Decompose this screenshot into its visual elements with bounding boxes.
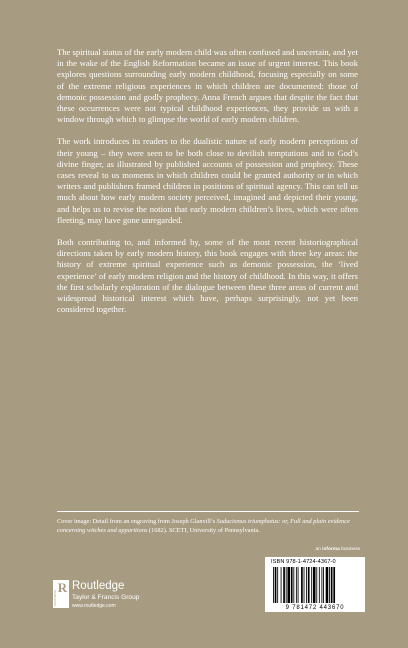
informa-prefix: an xyxy=(315,547,323,552)
barcode-bar xyxy=(308,567,310,603)
isbn-number: ISBN 978-1-4724-4367-0 xyxy=(271,559,336,565)
cover-credit-title: Saducismus triumphatus: or, Full and plain evidence concerning witches and apparitions xyxy=(57,518,350,534)
barcode-bar xyxy=(316,567,317,603)
informa-business-label xyxy=(315,547,360,552)
publisher-logo-block xyxy=(53,580,173,620)
barcode-bar xyxy=(319,567,320,603)
logo-letter: R xyxy=(57,580,68,595)
logo-side-text: ROUTLEDGE xyxy=(54,589,58,606)
barcode-bar xyxy=(326,567,329,603)
description-paragraph-2: The work introduces its readers to the dualistic nature of early modern perceptions of their young – they were seen to be both close to devilish temptations and to God’s divine finger, as illustrated by published accounts of possession and prophecy. These cases reveal to us moments in which children could be granted authority or in which writers and publishers framed children in positions of spiritual agency. This can tell us much about how early modern society perceived, imagined and depicted their young, and helps us to revise the notion that early modern children’s lives, which were often fleeting, may have gone unregarded. xyxy=(57,136,358,225)
barcode-bar xyxy=(291,567,293,603)
barcode-bar xyxy=(286,567,287,603)
barcode-bar xyxy=(311,567,312,603)
barcode-bar xyxy=(306,567,307,603)
barcode-bar xyxy=(287,567,290,603)
isbn-barcode xyxy=(265,557,365,612)
publisher-name: Routledge xyxy=(72,580,125,592)
routledge-logo-icon xyxy=(53,580,69,608)
barcode-bar xyxy=(313,567,316,603)
barcode-bar xyxy=(273,567,274,603)
description-paragraph-1: The spiritual status of the early modern child was often confused and uncertain, and yet in the wake of the English Reformation became an issue of urgent interest. This book explores questions surrounding early modern childhood, focusing especially on some of the extreme religious experiences in which children are documented: those of demonic possession and godly prophecy. Anna French argues that despite the fact that these occurrences were not typical childhood experiences, they provide us with a window through which to glimpse the world of early modern children. xyxy=(57,47,358,125)
informa-suffix: business xyxy=(339,547,360,552)
cover-image-credit xyxy=(57,511,359,535)
barcode-bar xyxy=(277,567,278,603)
barcode-bar xyxy=(298,567,299,603)
cover-credit-suffix: (1682). SCETI, University of Pennsylvania. xyxy=(147,526,260,534)
barcode-bar xyxy=(321,567,322,603)
barcode-bar xyxy=(304,567,305,603)
barcode-bar xyxy=(281,567,282,603)
cover-credit-prefix: Cover image: Detail from an engraving from Joseph Glanvill’s xyxy=(57,518,217,525)
description-paragraph-3: Both contributing to, and informed by, some of the most recent historiographical directions taken by early modern history, this book engages with three key areas: the history of extreme spiritual experience such as demonic possession, the ‘lived experience’ of early modern religion and the history of childhood. In this way, it offers the first scholarly exploration of the dialogue between these three areas of current and widespread historical interest which have, perhaps surprisingly, not yet been considered together. xyxy=(57,237,358,315)
barcode-digits: 9 781472 443670 xyxy=(268,605,362,611)
barcode-bar xyxy=(293,567,294,603)
barcode-bar xyxy=(283,567,285,603)
publisher-website: www.routledge.com xyxy=(72,603,116,609)
informa-brand: informa xyxy=(322,547,340,552)
barcode-bar xyxy=(333,567,335,603)
barcode-bars-icon xyxy=(273,567,358,603)
barcode-bar xyxy=(301,567,303,603)
barcode-bar xyxy=(323,567,324,603)
barcode-bar xyxy=(275,567,277,603)
publisher-group: Taylor & Francis Group xyxy=(72,594,140,601)
barcode-bar xyxy=(329,567,330,603)
barcode-bar xyxy=(296,567,297,603)
book-description xyxy=(57,47,358,326)
barcode-bar xyxy=(331,567,333,603)
